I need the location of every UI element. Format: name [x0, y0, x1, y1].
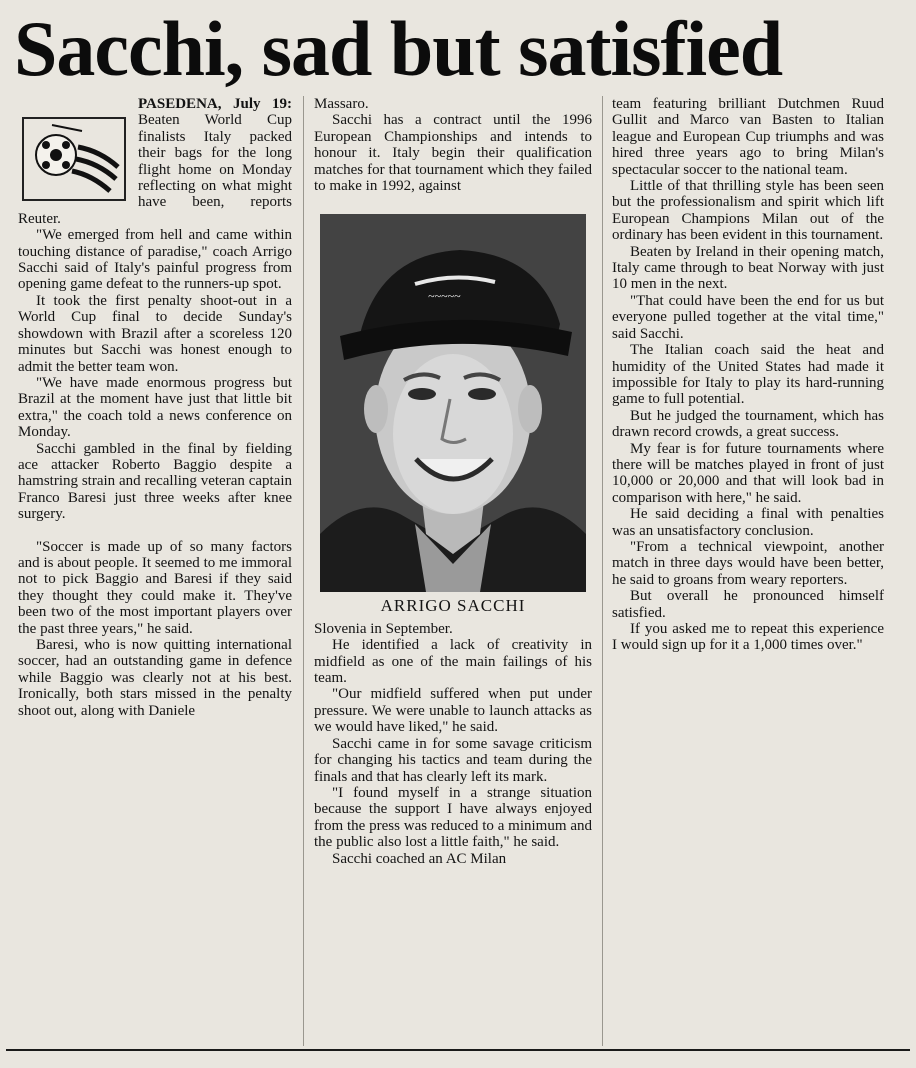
article-paragraph: team featuring brilliant Dutchmen Ruud Gullit and Marco van Basten to Italian league and European Cup triumphs and was hired three years ago to bring Milan's spectacular soccer to the national team. [612, 96, 884, 178]
dateline: PASEDENA, July 19: [138, 96, 292, 112]
article-paragraph: My fear is for future tournaments where there will be matches played in front of just 10,000 or 20,000 and that will look bad in comparison with here," he said. [612, 440, 884, 506]
article-paragraph: "We emerged from hell and came within touching distance of paradise," coach Arrigo Sacchi said of Italy's painful progress from opening game defeat to the runners-up spot. [18, 227, 292, 293]
article-paragraph: "Our midfield suffered when put under pressure. We were unable to launch attacks as we would have liked," he said. [314, 686, 592, 736]
article-paragraph: Massaro. [314, 96, 369, 112]
article-paragraph: If you asked me to repeat this experience I would sign up for it a 1,000 times over." [612, 621, 884, 654]
article-paragraph: Sacchi came in for some savage criticism for changing his tactics and team during the finals and that has clearly left its mark. [314, 735, 592, 785]
headline: Sacchi, sad but satisfied [14, 5, 783, 92]
article-paragraph: Sacchi coached an AC Milan [332, 850, 507, 867]
article-paragraph: But he judged the tournament, which has drawn record crowds, a great success. [612, 407, 884, 441]
portrait-photo [320, 214, 586, 592]
svg-text:~~~~~: ~~~~~ [428, 289, 461, 304]
photo-block [320, 214, 586, 614]
article-paragraph: "We have made enormous progress but Brazil at the moment have just that little bit extra," the coach told a news conference on Monday. [18, 374, 292, 441]
photo-caption: ARRIGO SACCHI [380, 596, 526, 616]
article-paragraph: "From a technical viewpoint, another match in three days would have been better, he said to groans from weary reporters. [612, 538, 884, 588]
article-paragraph: Slovenia in September. [314, 620, 453, 637]
article-column-1 [18, 96, 292, 719]
article-column-3 [612, 96, 884, 654]
column-divider [602, 96, 603, 1046]
article-paragraph: It took the first penalty shoot-out in a World Cup final to decide Sunday's showdown with Brazil after a scoreless 120 minutes but Sacchi was honest enough to admit the better team won. [18, 292, 292, 375]
article-paragraph: He identified a lack of creativity in midfield as one of the main failings of his team. [314, 637, 592, 687]
article-paragraph: Little of that thrilling style has been seen but the professionalism and spirit which lift European Champions Milan out of the ordinary has been evident in this tournament. [612, 178, 884, 244]
article-paragraph: Sacchi gambled in the final by fielding ace attacker Roberto Baggio despite a hamstring strain and recalling veteran captain Franco Baresi just three weeks after knee surgery. [18, 440, 292, 523]
article-column-2 [314, 96, 592, 867]
article-paragraph: The Italian coach said the heat and humidity of the United States had made it impossible for Italy to play its hard-running game to full potential. [612, 342, 884, 408]
article-paragraph: "I found myself in a strange situation because the support I have always enjoyed from the press was reduced to a minimum and the public also lost a little faith," he said. [314, 784, 592, 851]
article-paragraph: But overall he pronounced himself satisfied. [612, 588, 884, 621]
world-cup-logo-icon [18, 114, 130, 204]
article-paragraph: "Soccer is made up of so many factors and is about people. It seemed to me immoral not to pick Baggio and Baresi if they said they thought they could make it. They've been two of the most important players over the past three years," he said. [18, 538, 292, 637]
article-paragraph: Beaten by Ireland in their opening match, Italy came through to beat Norway with just 10 men in the next. [612, 243, 884, 293]
bottom-rule [6, 1049, 910, 1051]
article-paragraph: Baresi, who is now quitting international soccer, had an outstanding game in defence while Baggio was clearly not at his best. Ironically, both stars missed in the penalty shoot out, along with Daniele [18, 637, 292, 719]
article-paragraph: PASEDENA, July 19: Beaten World Cup finalists Italy packed their bags for the long flight home on Monday reflecting on what might have been, reports Reuter. [18, 96, 292, 227]
article-paragraph: He said deciding a final with penalties was an unsatisfactory conclusion. [612, 506, 884, 539]
article-paragraph: Sacchi has a contract until the 1996 European Championships and intends to honour it. Italy begin their qualification matches for that tournament which they failed to make in 1992, against [314, 112, 592, 195]
article-paragraph: "That could have been the end for us but everyone pulled together at the vital time," said Sacchi. [612, 292, 884, 342]
column-divider [303, 96, 304, 1046]
